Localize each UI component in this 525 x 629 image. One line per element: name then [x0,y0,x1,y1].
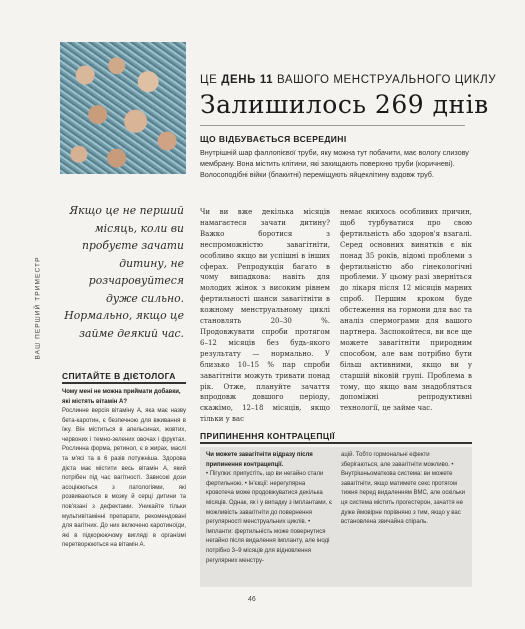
contraception-col-1 [206,451,334,566]
main-text-col-1: Чи ви вже декілька місяців намагаєтеся зачати дитину? Важко боротися з неспроможністю завагітніти, особливо якщо ви успішні в інших сферах. Репродукція багато в чому випадкова: навіть для молодих жінок з високим рівнем фертильності шанси завагітніти в кожному менструальному циклі становлять 20–30 %. Продовжувати спроби протягом 6–12 місяців без будь-якого результату — нормально. У близько 10–15 % пар спроби завагітніти можуть тривати понад рік. Отже, плануйте зачаття впродовж довшого періоду, скажімо, 12–18 місяців, якщо тільки у вас [200,208,330,424]
happening-heading: ЩО ВІДБУВАЄТЬСЯ ВСЕРЕДИНІ [200,134,347,144]
dietitian-heading: СПИТАЙТЕ В ДІЄТОЛОГА [62,371,176,381]
sidebar-label: ВАШ ПЕРШИЙ ТРИМЕСТР [34,256,42,360]
page-kicker: ЦЕ ДЕНЬ 11 ВАШОГО МЕНСТРУАЛЬНОГО ЦИКЛУ [200,74,497,86]
dietitian-question: Чому мені не можна приймати добавки, які містять вітамін А? [62,389,181,405]
dietitian-answer: Рослинне версія вітаміну А, яка має назву бета-каротин, є безпечною для вживання в їжу. Він міститься в апельсинах, жовтих, червоних і темно-зелених овочах і фруктах. Рослинна форма, ретинол, є в жирах, маслі та м'ясі та в 6 разів потужніша. Здорова дієта має містити весь вітамін А, який потрібен під час вагітності. Зависокі дози асоціюються з патологіями, які розвиваються в мозку й серці дитини та пов'язані з дефектами. Уникайте тільки мультивітамінні препарати, рекомендовані для вагітних. До них включено каротиноїди, які в підкорюючому вигляді в організмі перетворюються на вітамін А. [62,408,186,549]
fallopian-tube-micrograph [60,42,186,174]
happening-text: Внутрішній шар фаллопієвої труби, яку можна тут побачити, має вологу слизову мембрану. Вона містить клітини, які захищають поверхню труби (коричневі). Волосоподібні війки (блакитні) переміщують яйцеклітину вздовж труб. [200,148,469,179]
page-number: 46 [248,596,256,603]
contraception-rule [200,442,472,444]
pull-quote: Якщо це не перший місяць, коли ви пробуєте зачати дитину, не розчаровуйтеся дуже сильно. Нормально, якщо це займе деякий час. [64,204,184,340]
contraception-heading: ПРИПИНЕННЯ КОНТРАЦЕПЦІЇ [200,431,335,441]
main-text-col-2: немає якихось особливих причин, щоб турбуватися про свою фертильність або здоров'я взагалі. Серед основних винятків є вік понад 35 років, відомі проблеми з фертильністю або гінекологічні проблеми. У цьому разі зверніться до лікаря після 12 місяців марних спроб. Першим кроком буде обстеження на гормони для вас та аналіз спермограми для вашого партнера. Заспокойтеся, ви все ще можете завагітніти природним способом, але вам потрібно бути більш активними, якщо ви у старшій віковій групі. Проблема в тому, що якщо вам знадобляться допоміжні репродуктивні технології, це займе час. [340,208,472,413]
title-divider [200,125,465,126]
contraception-text-1: • Пігулки: припустіть, що ви негайно стали фертильною. • Ін'єкції: нерегулярна кровотеча може продовжуватися декілька місяців. Однак, як і у випадку з імплантами, є можливість завагітніти до повернення регулярності менструальних циклів. • Імпланти: фертильність може повернутися негайно після видалення імпланту, але іноді потрібно 3–9 місяців для відновлення регулярних менстру- [206,471,333,564]
page-title: Залишилось 269 днів [200,90,489,119]
contraception-col-2: ацій. Тобто гормональні ефекти зберігаються, але завагітніти можливо. • Внутрішньоматкова система: ви можете завагітніти, якщо матимете секс протягом тижня перед видаленням ВМС, але оскільки ця система містить прогестерон, зачаття не дуже ймовірне порівняно з тим, якщо у вас встановлена звичайна спіраль. [341,452,465,526]
dietitian-rule [62,382,186,384]
contraception-question: Чи можете завагітніти відразу після припинення контрацепції. [206,452,313,468]
